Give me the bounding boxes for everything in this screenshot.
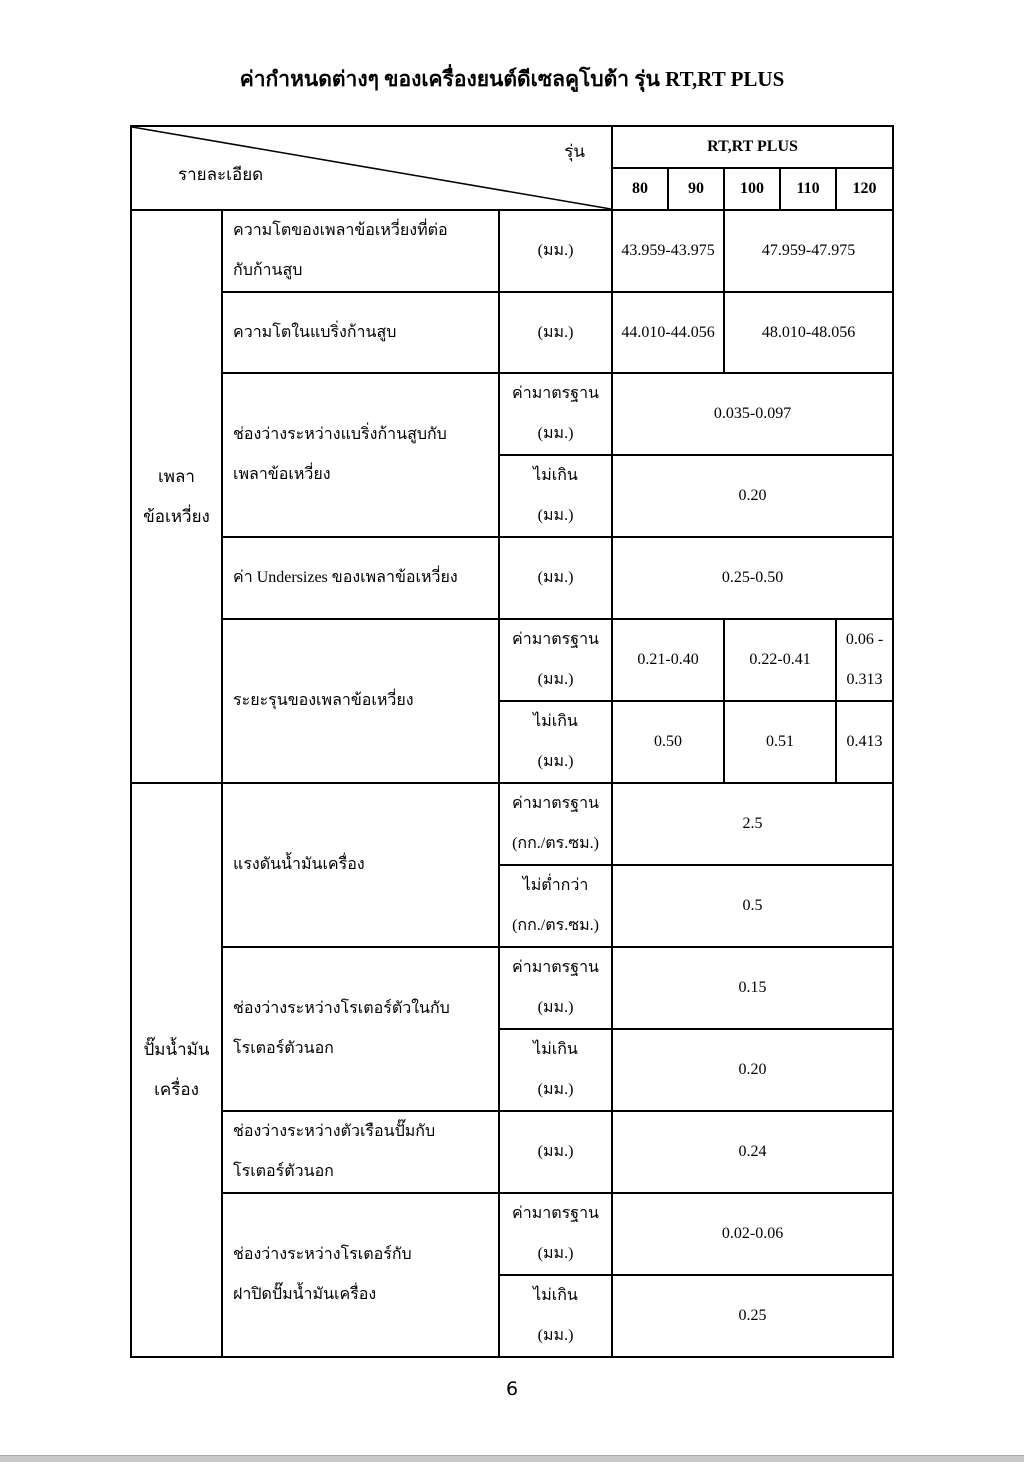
row-unit: ค่ามาตรฐาน (มม.) [499,1193,612,1275]
row-label: แรงดันน้ำมันเครื่อง [222,783,499,947]
header-model-label: รุ่น [564,142,586,161]
row-unit: (มม.) [499,1111,612,1193]
header-model-90: 90 [668,168,724,210]
value-cell: 0.25-0.50 [612,537,893,619]
row-unit: ไม่เกิน (มม.) [499,1029,612,1111]
value-cell: 0.06 - 0.313 [836,619,893,701]
row-label: ช่องว่างระหว่างโรเตอร์ตัวในกับ โรเตอร์ตัวนอก [222,947,499,1111]
value-cell: 0.24 [612,1111,893,1193]
category-label: ปั๊มน้ำมัน เครื่อง [143,1040,210,1099]
value-cell: 0.035-0.097 [612,373,893,455]
row-unit: ค่ามาตรฐาน (มม.) [499,947,612,1029]
value-cell: 0.20 [612,455,893,537]
row-label: ช่องว่างระหว่างแบริ่งก้านสูบกับ เพลาข้อเหวี่ยง [222,373,499,537]
row-unit: ค่ามาตรฐาน (กก./ตร.ซม.) [499,783,612,865]
row-label: ช่องว่างระหว่างโรเตอร์กับ ฝาปิดปั๊มน้ำมันเครื่อง [222,1193,499,1357]
value-cell: 0.51 [724,701,836,783]
value-cell: 47.959-47.975 [724,210,893,292]
row-unit: ไม่ต่ำกว่า (กก./ตร.ซม.) [499,865,612,947]
row-unit: ไม่เกิน (มม.) [499,455,612,537]
header-model-80: 80 [612,168,668,210]
value-cell: 0.5 [612,865,893,947]
category-crankshaft [131,210,222,783]
page-title: ค่ากำหนดต่างๆ ของเครื่องยนต์ดีเซลคูโบต้า รุ่น RT,RT PLUS [239,67,785,91]
row-unit: ค่ามาตรฐาน (มม.) [499,619,612,701]
row-label: ค่า Undersizes ของเพลาข้อเหวี่ยง [222,537,499,619]
header-detail-label: รายละเอียด [178,165,264,184]
value-cell: 0.25 [612,1275,893,1357]
header-model-110: 110 [780,168,836,210]
row-unit: ไม่เกิน (มม.) [499,701,612,783]
value-cell: 0.21-0.40 [612,619,724,701]
value-cell: 0.02-0.06 [612,1193,893,1275]
row-label: ระยะรุนของเพลาข้อเหวี่ยง [222,619,499,783]
value-cell: 2.5 [612,783,893,865]
value-cell: 43.959-43.975 [612,210,724,292]
category-label: เพลา ข้อเหวี่ยง [143,466,210,526]
spec-table [130,125,894,1358]
value-cell: 0.20 [612,1029,893,1111]
row-unit: (มม.) [499,537,612,619]
row-unit: ไม่เกิน (มม.) [499,1275,612,1357]
row-unit: (มม.) [499,292,612,373]
row-label: ความโตของเพลาข้อเหวี่ยงที่ต่อ กับก้านสูบ [222,210,499,292]
header-model-120: 120 [836,168,893,210]
row-label: ช่องว่างระหว่างตัวเรือนปั๊มกับ โรเตอร์ตัวนอก [222,1111,499,1193]
value-cell: 44.010-44.056 [612,292,724,373]
value-cell: 48.010-48.056 [724,292,893,373]
row-unit: (มม.) [499,210,612,292]
header-diagonal-cell [131,126,612,210]
page-number: 6 [505,1378,519,1400]
value-cell: 0.413 [836,701,893,783]
header-model-100: 100 [724,168,780,210]
header-model-group: RT,RT PLUS [612,126,893,168]
value-cell: 0.22-0.41 [724,619,836,701]
value-cell: 0.15 [612,947,893,1029]
category-oil-pump [131,783,222,1357]
row-label: ความโตในแบริ่งก้านสูบ [222,292,499,373]
value-cell: 0.50 [612,701,724,783]
row-unit: ค่ามาตรฐาน (มม.) [499,373,612,455]
